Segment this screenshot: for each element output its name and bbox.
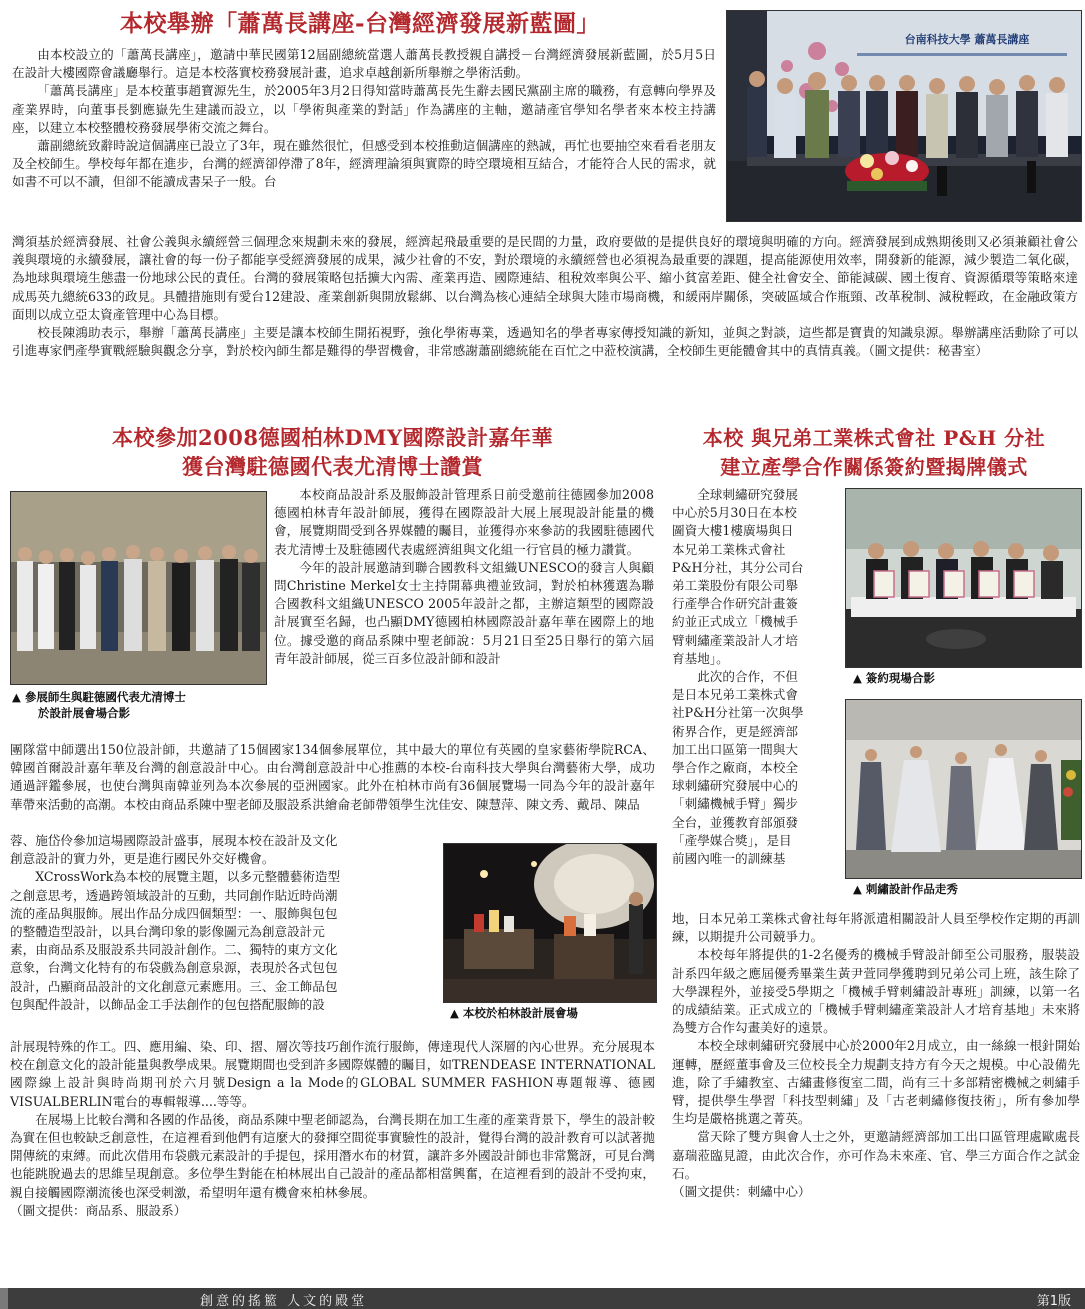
article2-closing-paragraph: 在展場上比較台灣和各國的作品後，商品系陳中聖老師認為，台灣長期在加工生產的產業背景下，學生的設計較為實在但也較缺乏創意性，在這裡看到他們有這麼大的發揮空間從事實驗性的設計，覺得台灣的設計教育可以試著拋開傳統的束縛。而此次借用布袋戲元素設計的手提包，採用潛水布的材質，讓許多外國設計師也非常驚訝，可見台灣也能跳脫過去的思維呈現創意。多位學生對能在柏林展出自己設計的產品都相當興奮，在這裡看到的設計不受拘束，親自接觸國際潮流後也深受刺激，希望明年還有機會來柏林參展。 (10, 1111, 655, 1200)
article2-caption1-line2: 於設計展會場合影 (38, 706, 130, 720)
article2-wrap-line: 包與配件設計，以飾品金工手法創作的包包搭配服飾的設 (10, 996, 325, 1012)
article2-wrap-line: 蓉、施岱伶參加這場國際設計盛事，展現本校在設計及文化 (10, 833, 338, 848)
article3-line: 全台，並獲教育部頒發 (672, 814, 798, 830)
footer-slogan: 創意的搖籃 人文的殿堂 (200, 1294, 368, 1309)
article2-wrap-line: 素，由商品系及服設系共同設計創作。二、獨特的東方文化 (10, 942, 338, 958)
article2-caption1 (12, 689, 267, 721)
page-footer (0, 1288, 1085, 1309)
photo-banner-text: 台南科技大學 蕭萬長講座 (904, 33, 1030, 46)
article2-title-line1: 本校參加2008德國柏林DMY國際設計嘉年華 (112, 425, 553, 450)
article2-mid-paragraph: 團隊當中師選出150位設計師，共邀請了15個國家134個參展單位，其中最大的單位有英國的皇家藝術學院RCA、韓國首爾設計嘉年華及台灣的創意設計中心。由台灣創意設計中心推薦的本校-台南科技大學與台灣藝術大學，成功通過評鑑參展，也使台灣與南韓並列為本次參展的亞洲國家。此外在柏林市尚有36個展覽場一同為今年的設計嘉年華帶來活動的高潮。本校由商品系陳中聖老師及服設系洪繪侖老師帶領學生沈佳安、陳慧萍、陳文秀、戴昂、陳品 (10, 742, 655, 812)
article3-line: 術界合作，更是經濟部 (672, 723, 798, 739)
article2-wrap-line: 設計，凸顯商品設計的文化創意元素應用。三、金工飾品包 (10, 978, 338, 994)
article2-wrap-line: 流的產品與服飾。展出作品分成四個類型：一、服飾與包包 (10, 905, 338, 921)
article1-paragraph-4: 校長陳鴻助表示，舉辦「蕭萬長講座」主要是讓本校師生開拓視野，強化學術專業，透過知名的學者專家傳授知識的新知，並與之對談，這些都是寶貴的知識泉源。舉辦講座活動除了可以引進專家們產學實戰經驗與觀念分享，對於校內師生都是難得的學習機會，非常感謝蕭副總統能在百忙之中蒞校演講，全校師生更能體會其中的真情真義。（圖文提供：秘書室） (12, 325, 1078, 359)
article3-line: 圖資大樓1樓廣場與日 (672, 523, 794, 539)
article2-intro-paragraph-1: 本校商品設計系及服飾設計管理系日前受邀前往德國參加2008德國柏林青年設計師展，獲得在國際設計大展上展現設計能量的機會，展覽期間受到各界媒體的矚目，並獲得亦來參訪的我國駐德國代表尤清博士及駐德國代表處經濟組與文化組一行官員的極力讚賞。 (274, 487, 654, 557)
article2-wrap-line: 的整體造型設計，以具台灣印象的影像圖元為創意設計元 (10, 924, 325, 940)
article1-title: 本校舉辦「蕭萬長講座-台灣經濟發展新藍圖」 (119, 10, 601, 37)
article3-title-line1: 本校 與兄弟工業株式會社 P&H 分社 (702, 426, 1046, 450)
article1-paragraph-2: 「蕭萬長講座」是本校董事趙寶源先生，於2005年3月2日得知當時蕭萬長先生辭去國民黨副主席的職務，有意轉向學界及產業界時，向董事長劉應嶽先生建議而設立，以「學術與產業的對話」作為講座的主軸，邀請產官學知名學者來本校主持講座，以建立本校整體校務發展學術交流之舞台。 (12, 83, 716, 135)
article3-body-paragraph-4: 當天除了雙方與會人士之外，更邀請經濟部加工出口區管理處歐處長嘉瑞蒞臨見證，由此次合作，亦可作為未來產、官、學三方面合作之試金石。 (672, 1129, 1080, 1181)
article2-caption1-line1: ▲ 參展師生與駐德國代表尤清博士 (12, 690, 186, 704)
article2-intro-text (274, 486, 654, 668)
footer-stripe (0, 1288, 8, 1309)
article3-line: 全球刺繡研究發展 (697, 487, 798, 502)
article3-line: 中心於5月30日在本校 (672, 505, 797, 521)
article3-line: 前國內唯一的訓練基 (672, 851, 786, 867)
article2-wrap-text (10, 832, 435, 1014)
article2-credit: （圖文提供：商品系、服設系） (10, 1202, 187, 1218)
article3-photo-fashion (845, 699, 1082, 879)
article2-bottom-paragraph: 計展現特殊的作工。四、應用編、染、印、摺、層次等技巧創作流行服飾，傳達現代人深層的內心世界。充分展現本校在創意文化的設計能量與教學成果。展覽期間也受到許多國際媒體的矚目，如TRENDEASE INTERNATIONAL 國際線上設計與時尚期刊於六月號Design a la Mode的GLOBAL SUMMER FASHION專題報導、德國VISUALBERLIN電台的專輯報導....等等。 (10, 1039, 655, 1109)
article3-line: 學合作之廠商，本校全 (672, 760, 798, 776)
article1-paragraph-1: 由本校設立的「蕭萬長講座」，邀請中華民國第12屆副總統當選人蕭萬長教授親自講授－台灣經濟發展新藍圖，於5月5日在設計大樓國際會議廳舉行。這是本校落實校務發展計畫，追求卓越創新所舉辦之學術活動。 (12, 47, 716, 81)
article2-caption2: ▲ 本校於柏林設計展會場 (450, 1006, 578, 1020)
article3-line: 「產學媒合獎」，是目 (672, 832, 792, 848)
article3-body-paragraph-3: 本校全球刺繡研究發展中心於2000年2月成立，由一絲線一根針開始運轉，歷經董事會及三位校長全力規劃支持方有今天之規模。中心設備先進，除了手繡教室、古繡畫修復室二間，尚有三十多部精密機械之刺繡手臂，提供學生學習「科技型刺繡」及「古老刺繡修復技術」，所有參加學生均是嚴格挑選之菁英。 (672, 1038, 1080, 1127)
article3-line: 約並正式成立「機械手 (672, 614, 798, 630)
article3-line: 弟工業股份有限公司舉 (672, 578, 798, 594)
article2-intro-paragraph-2: 今年的設計展邀請到聯合國教科文組織UNESCO的發言人與顧問Christine Merkel女士主持開幕典禮並致詞，對於柏林獲選為聯合國教科文組織UNESCO 2005年設計之都，主辦這類型的國際設計展實至名歸，也凸顯DMY德國柏林國際設計嘉年華在國際上的地位。據受邀的商品系陳中聖老師說：5月21日至25日舉行的第六屆青年設計師展，從三百多位設計師和設計 (274, 559, 654, 666)
article3-caption2: ▲ 刺繡設計作品走秀 (853, 882, 958, 896)
article3-left-column (672, 486, 836, 868)
article2-wrap-line: 創意設計的實力外，更是進行國民外交好機會。 (10, 851, 275, 867)
article2-photo-exhibit (443, 843, 657, 1003)
article1-paragraph-3-cont: 灣須基於經濟發展、社會公義與永續經營三個理念來規劃未來的發展，經濟起飛最重要的是民間的力量，政府要做的是提供良好的環境與明確的方向。經濟發展到成熟期後則又必須兼顧社會公義與環境的永續發展，讓社會的每一份子都能享受經濟發展的成果，減少社會的不安，對於環境的永續經營也必須視為最重要的課題，提高能源使用效率，開發新的能源，減少製造二氧化碳，為地球與環境生態盡一份地球公民的責任。台灣的發展策略包括擴大內需、產業再造、國際連結、租稅效率與公平、縮小貧富差距、健全社會安全、節能減碳、國土復育、資源循環等策略來達成馬英九總統633的政見。具體措施則有愛台12建設、產業創新與開放鬆綁、以台灣為核心連結全球與大陸市場商機，和緩兩岸關係，突破區域合作瓶頸、改革稅制、減稅輕政，在金融政策方面則以成立亞太資產管理中心為目標。 (12, 234, 1078, 322)
article3-line: P&H分社，其分公司台 (672, 559, 804, 575)
article2-wrap-line: XCrossWork為本校的展覽主題，以多元整體藝術造型 (35, 869, 341, 885)
article3-photo-signing (845, 488, 1082, 668)
article1-paragraph-3: 蕭副總統致辭時說這個講座已設立了3年，現在雖然很忙，但感受到本校推動這個講座的熱誠，再忙也要抽空來看看老朋友及全校師生。學校每年都在進步，台灣的經濟卻停滯了8年，經濟理論須與實際的時空環境相互結合，才能符合人民的需求，就如書不可以不讀，但卻不能讀成書呆子一般。台 (12, 138, 716, 190)
article3-line: 本兄弟工業株式會社 (672, 541, 786, 557)
article3-body-paragraph-1: 地，日本兄弟工業株式會社每年將派遣相關設計人員至學校作定期的再訓練，以期提升公司競爭力。 (672, 911, 1080, 945)
article1-text-wrapped (12, 46, 716, 192)
article3-line: 球刺繡研究發展中心的 (672, 778, 798, 794)
article2-bottom-text (10, 1038, 655, 1220)
footer-page-number: 第1版 (1036, 1294, 1071, 1309)
article1-text-full (12, 233, 1078, 360)
article3-line: 「刺繡機械手臂」獨步 (672, 796, 798, 812)
article3-line: 社P&H分社第一次與學 (672, 705, 804, 721)
article2-mid-text (10, 741, 655, 814)
article2-wrap-line: 之創意思考，透過跨領域設計的互動，共同創作貼近時尚潮 (10, 887, 338, 903)
article3-line: 臂刺繡產業設計人才培 (672, 632, 798, 648)
article2-wrap-line: 意象，台灣文化特有的布袋戲為創意泉源，表現於各式包包 (10, 960, 338, 976)
article3-line: 行產學合作研究計畫簽 (672, 596, 798, 612)
article2-photo-group (10, 491, 267, 685)
article3-line: 此次的合作，不但 (697, 669, 798, 685)
article3-line: 育基地」。 (672, 650, 729, 666)
article3-body (672, 910, 1080, 1201)
article3-caption1: ▲ 簽約現場合影 (853, 671, 935, 685)
article3-credit: （圖文提供：刺繡中心） (672, 1184, 811, 1200)
article3-line: 加工出口區第一間與大 (672, 741, 798, 757)
article3-body-paragraph-2: 本校每年將提供的1-2名優秀的機械手臂設計師至公司服務，服裝設計系四年級之應屆優秀畢業生黃尹萱同學獲聘到兄弟公司上班，該生除了大學課程外，並接受5學期之「機械手臂刺繡設計專班」訓練，以第一名的成績結業。正式成立的「機械手臂刺繡產業設計人才培育基地」未來將為雙方合作勾畫美好的遠景。 (672, 947, 1080, 1036)
article1-photo (726, 10, 1082, 222)
article2-title-line2: 獲台灣駐德國代表尤清博士讚賞 (182, 454, 483, 479)
article3-line: 是日本兄弟工業株式會 (672, 687, 798, 703)
article3-title-line2: 建立產學合作關係簽約暨揭牌儀式 (720, 455, 1028, 479)
